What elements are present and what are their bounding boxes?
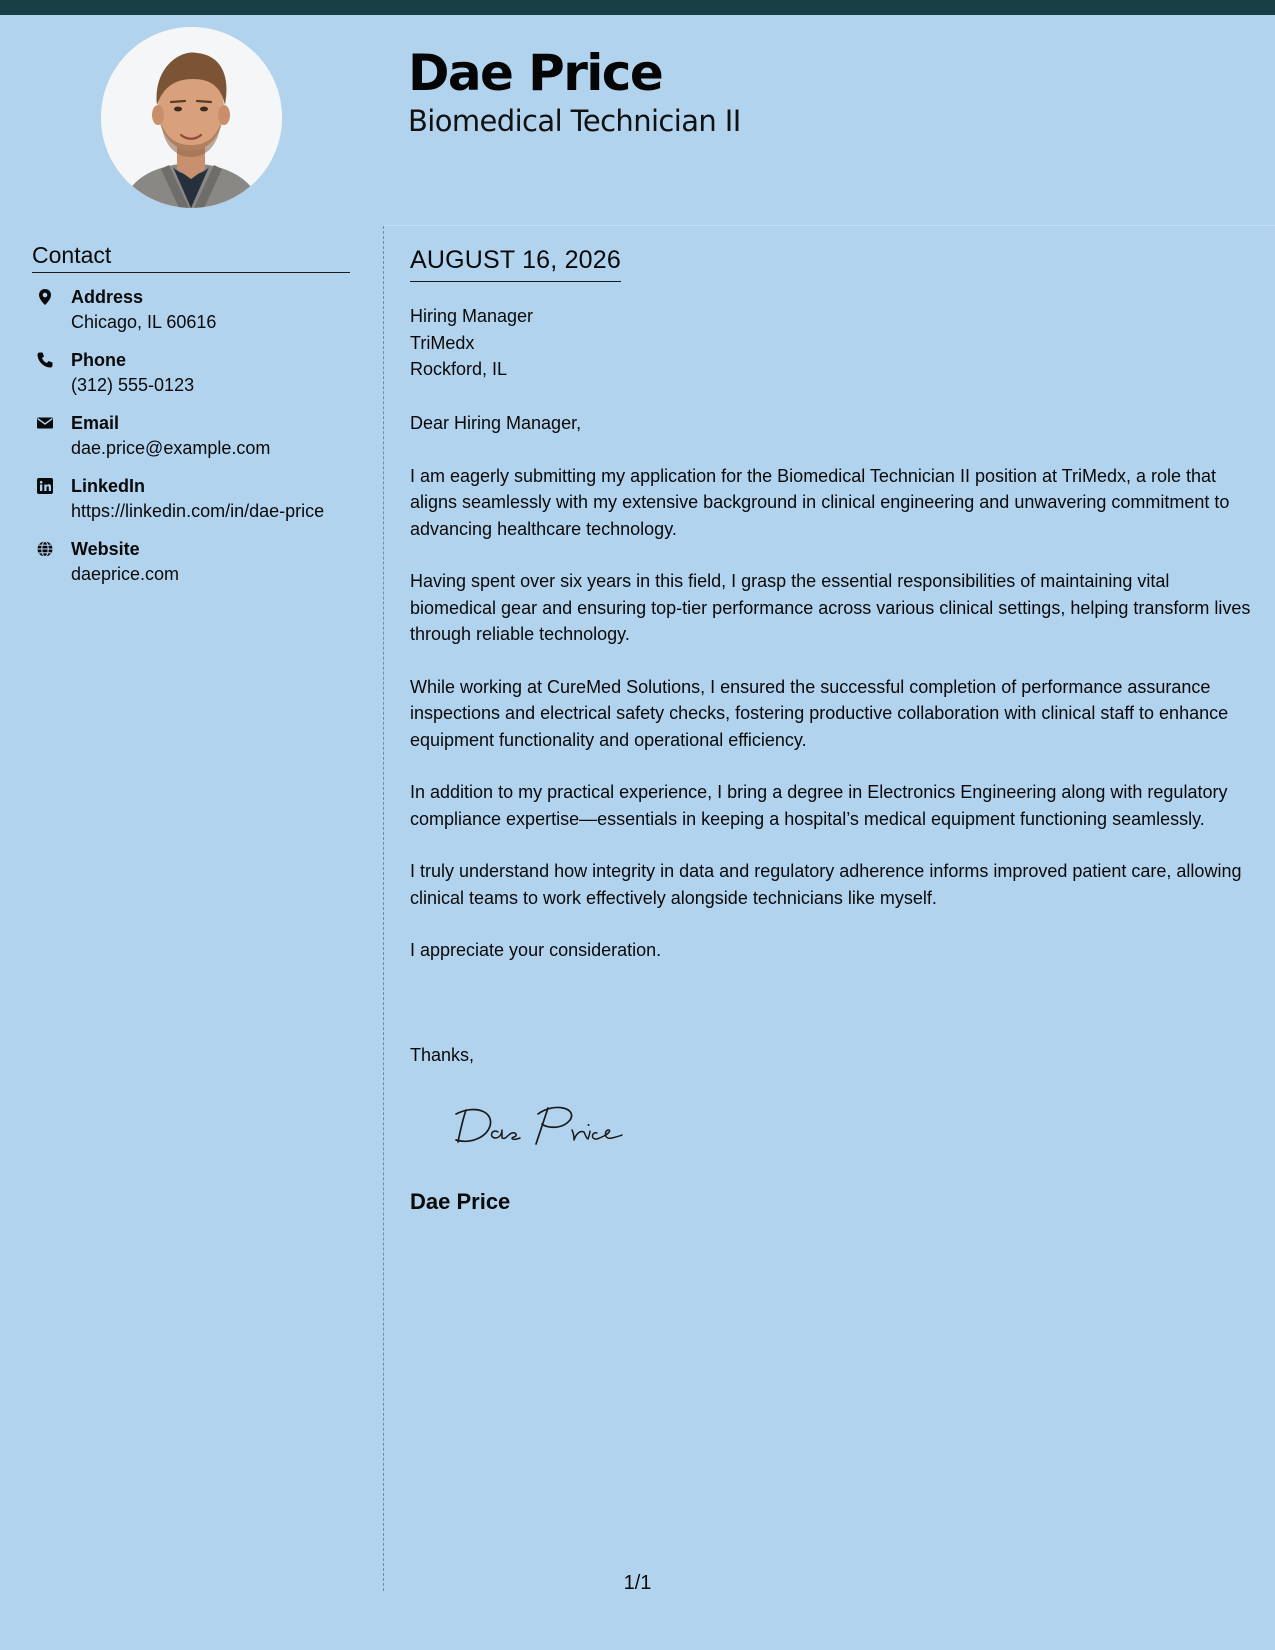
header-divider — [383, 225, 1275, 226]
linkedin-icon — [36, 477, 54, 495]
contact-list — [32, 285, 362, 600]
map-pin-icon — [36, 288, 54, 306]
recipient-location: Rockford, IL — [410, 359, 508, 379]
top-bar — [0, 0, 1275, 15]
page-number: 1/1 — [623, 1572, 652, 1594]
recipient-name: Hiring Manager — [410, 306, 534, 326]
phone-icon — [36, 351, 54, 369]
contact-heading: Contact — [32, 240, 350, 273]
body-paragraph: In addition to my practical experience, I bring a degree in Electronics Engineering along with regulatory compliance expertise—essentials in keeping a hospital’s medical equipment functioning seamlessly. — [410, 782, 1228, 829]
contact-label: Phone — [71, 350, 127, 370]
column-divider — [383, 226, 384, 1591]
contact-label: LinkedIn — [71, 476, 146, 496]
body-paragraph: I am eagerly submitting my application for the Biomedical Technician II position at TriMedx, a role that aligns seamlessly with my extensive background in clinical engineering and unwavering commitment to advancing healthcare technology. — [410, 465, 1230, 539]
letter-date: AUGUST 16, 2026 — [410, 244, 621, 282]
letter-body — [410, 410, 1260, 990]
body-paragraph: Having spent over six years in this field, I grasp the essential responsibilities of maintaining vital biomedical gear and ensuring top-tier performance across various clinical settings, helping transform lives through reliable technology. — [410, 571, 1251, 644]
closing: Thanks, — [410, 1045, 475, 1065]
contact-label: Email — [71, 413, 120, 433]
contact-item-website — [32, 537, 362, 600]
envelope-icon — [36, 414, 54, 432]
contact-value: (312) 555-0123 — [71, 375, 195, 395]
website-link[interactable]: daeprice.com — [71, 564, 180, 584]
body-paragraph: While working at CureMed Solutions, I ensured the successful completion of performance assurance inspections and electrical safety checks, fostering productive collaboration with clinical staff to enhance equipment functionality and operational efficiency. — [410, 676, 1229, 750]
job-title: Biomedical Technician II — [408, 104, 741, 138]
salutation: Dear Hiring Manager, — [410, 413, 582, 433]
contact-value: dae.price@example.com — [71, 438, 271, 458]
contact-item-phone — [32, 348, 362, 411]
contact-item-linkedin — [32, 474, 362, 537]
linkedin-link[interactable]: https://linkedin.com/in/dae-price — [71, 501, 325, 521]
recipient-company: TriMedx — [410, 332, 475, 353]
applicant-name: Dae Price — [408, 44, 663, 102]
contact-item-address — [32, 285, 362, 348]
contact-label: Address — [71, 287, 144, 307]
body-paragraph: I appreciate your consideration. — [410, 940, 662, 960]
recipient-block — [410, 303, 533, 383]
globe-icon — [36, 540, 54, 558]
body-paragraph: I truly understand how integrity in data and regulatory adherence informs improved patient care, allowing clinical teams to work effectively alongside technicians like myself. — [410, 861, 1242, 908]
handwritten-signature — [452, 1100, 642, 1150]
contact-item-email — [32, 411, 362, 474]
contact-label: Website — [71, 539, 140, 559]
signer-name: Dae Price — [410, 1189, 511, 1214]
contact-value: Chicago, IL 60616 — [71, 312, 217, 332]
profile-photo — [101, 27, 282, 208]
